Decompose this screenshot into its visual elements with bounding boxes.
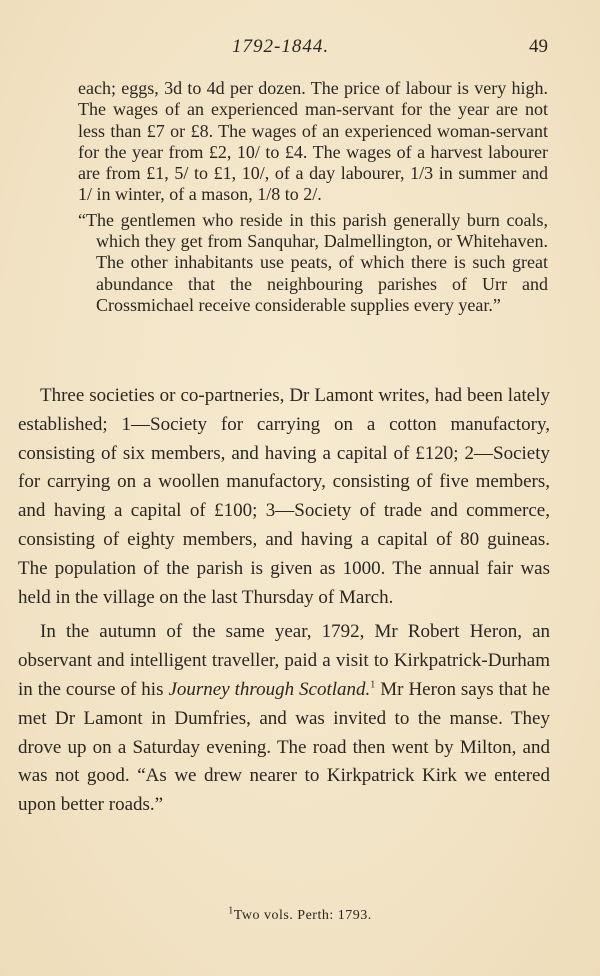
quote-paragraph: “The gentlemen who reside in this parish generally burn coals, which they get from Sanquhar, Dalmellington, or Whitehaven. The other inhabitants use peats, of which there is such great abundance that the neighbouring parishes of Urr and Crossmichael receive considerable supplies every year.” (78, 209, 548, 315)
body-paragraph: Three societies or co-partneries, Dr Lamont writes, had been lately established; 1—Society for carrying on a cotton manufactory, consisting of six members, and having a capital of £120; 2—Society for carrying on a woollen manufactory, consisting of five members, and having a capital of £100; 3—Society of trade and commerce, consisting of eighty members, and having a capital of 80 guineas. The population of the parish is given as 1000. The annual fair was held in the village on the last Thursday of March. (18, 385, 550, 608)
block-quote (54, 78, 548, 316)
body-text (18, 382, 550, 820)
quote-paragraph: each; eggs, 3d to 4d per dozen. The price of labour is very high. The wages of an experienced man-servant for the year are not less than £7 or £8. The wages of an experienced woman-servant for the year from £2, 10/ to £4. The wages of a harvest labourer are from £1, 5/ to £1, 10/, of a day labourer, 1/3 in summer and 1/ in winter, of a mason, 1/8 to 2/. (78, 78, 548, 205)
footnote-marker: 1 (370, 679, 376, 691)
footnote-marker: 1 (228, 905, 234, 917)
footnote (0, 905, 600, 924)
body-text-run: Mr Heron says that he met Dr Lamont in Dumfries, and was invited to the manse. They drove up on a Saturday evening. The road then went by Milton, and was not good. “As we drew nearer to Kirkpatrick Kirk we entered upon better roads.” (18, 678, 551, 816)
book-title: Journey through Scotland. (168, 678, 371, 700)
running-head: 1792-1844. (232, 36, 330, 57)
footnote-text: Two vols. Perth: 1793. (233, 908, 372, 923)
page-number: 49 (529, 36, 548, 57)
body-paragraph (18, 618, 550, 820)
body-text-run: In the autumn of the same year, 1792, Mr Robert Heron, an observant and intelligent traveller, paid a visit to Kirkpatrick-Durham in the course of his (18, 621, 550, 700)
